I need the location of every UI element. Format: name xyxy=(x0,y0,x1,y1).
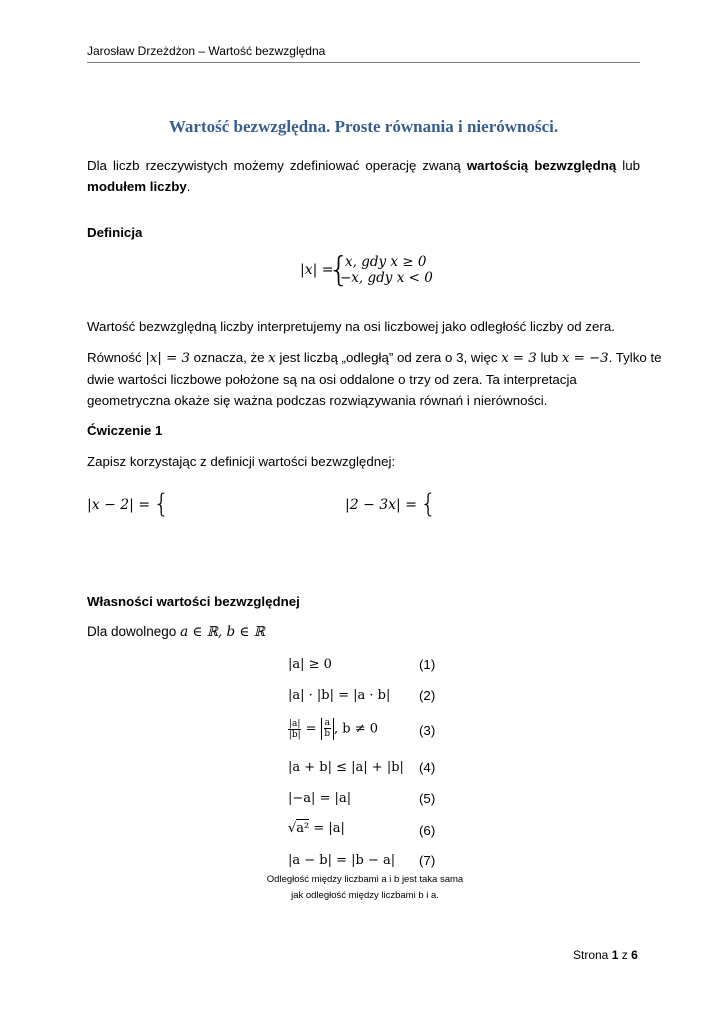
exercise-expression-1 xyxy=(87,489,170,519)
properties-quantifier xyxy=(87,624,265,640)
fraction-a-over-b xyxy=(324,718,331,739)
property-formula-1-text: |a| ≥ 0 xyxy=(288,657,332,672)
example-paragraph xyxy=(87,347,662,411)
fraction-2-denominator: b xyxy=(324,729,331,739)
example-text-1: Równość xyxy=(87,350,146,365)
property-number-5: (5) xyxy=(419,791,436,806)
intro-term-modulus: modułem liczby xyxy=(87,179,187,194)
property-formula-7 xyxy=(288,853,395,868)
exercise-brace-1: { xyxy=(153,489,170,519)
intro-term-absolute-value: wartością bezwzględną xyxy=(466,158,617,173)
property-formula-2-text: |a| · |b| = |a · b| xyxy=(288,688,391,703)
property-formula-3 xyxy=(288,718,378,740)
example-math-2: x xyxy=(268,351,276,366)
sqrt-radicand: a² xyxy=(296,821,310,836)
note-line-1: Odległość między liczbami a i b jest taka sama xyxy=(266,874,464,885)
exercise-expression-1-text: |x − 2| = xyxy=(87,497,151,513)
footer-total-pages: 6 xyxy=(631,948,638,962)
exercise-instruction: Zapisz korzystając z definicji wartości bezwzględnej: xyxy=(87,454,396,469)
property-7-note xyxy=(200,872,530,904)
fraction-abs-a-over-abs-b xyxy=(288,719,301,740)
example-math-4: x = −3 xyxy=(561,351,609,366)
property-formula-4-text: |a + b| ≤ |a| + |b| xyxy=(288,760,404,775)
sqrt-sign: √ xyxy=(288,821,297,836)
document-title: Wartość bezwzględna. Proste równania i nierówności. xyxy=(168,117,559,136)
definition-case-positive: x, gdy x ≥ 0 xyxy=(345,254,427,270)
header-divider xyxy=(87,62,640,63)
fraction-2-numerator: a xyxy=(324,718,330,728)
property-formula-1 xyxy=(288,657,332,672)
exercise-expression-2 xyxy=(345,489,437,519)
definition-case-negative: −x, gdy x < 0 xyxy=(340,270,433,286)
example-text-5: . Tylko te xyxy=(608,350,662,365)
exercise-brace-2: { xyxy=(419,489,437,519)
fraction-1-numerator: |a| xyxy=(289,718,301,729)
example-line-3: geometryczna okaże się ważna podczas rozwiązywania równań i nierówności. xyxy=(87,393,548,408)
intro-text-1: Dla liczb rzeczywistych możemy zdefiniować operację zwaną xyxy=(87,158,467,173)
footer-label: Strona xyxy=(573,948,612,962)
example-math-3: x = 3 xyxy=(501,351,537,366)
interpretation-paragraph: Wartość bezwzględną liczby interpretujemy na osi liczbowej jako odległość liczby od zera. xyxy=(87,319,615,334)
intro-paragraph xyxy=(87,155,640,197)
property-number-6: (6) xyxy=(419,823,436,838)
property-formula-4 xyxy=(288,760,404,775)
property-formula-5 xyxy=(288,791,351,806)
exercise-heading: Ćwiczenie 1 xyxy=(87,423,163,438)
intro-text-2: lub xyxy=(616,158,640,173)
intro-text-3: . xyxy=(186,179,191,194)
property-3-condition: , b ≠ 0 xyxy=(333,721,378,737)
note-line-2: jak odległość między liczbami b i a. xyxy=(291,890,439,901)
example-text-3: jest liczbą „odległą” od zera o 3, więc xyxy=(275,350,502,365)
example-math-1: |x| = 3 xyxy=(145,351,190,366)
properties-heading: Własności wartości bezwzględnej xyxy=(87,594,300,609)
exercise-expression-2-text: |2 − 3x| = xyxy=(345,497,417,513)
absolute-bars xyxy=(321,718,334,740)
property-6-rhs: = |a| xyxy=(309,821,345,836)
property-number-2: (2) xyxy=(419,688,436,703)
page-footer xyxy=(573,948,638,962)
properties-quantifier-math: a ∈ ℝ, b ∈ ℝ xyxy=(180,624,265,640)
property-number-4: (4) xyxy=(419,760,436,775)
example-line-1 xyxy=(87,347,662,369)
property-formula-2 xyxy=(288,688,390,703)
property-formula-6 xyxy=(288,821,345,836)
definition-lhs: |x| = xyxy=(300,262,334,278)
property-formula-5-text: |−a| = |a| xyxy=(288,791,352,806)
footer-separator: z xyxy=(618,948,632,962)
property-3-equals: = xyxy=(301,721,321,737)
property-formula-7-text: |a − b| = |b − a| xyxy=(288,853,396,868)
example-text-2: oznacza, że xyxy=(189,350,269,365)
fraction-1-denominator: |b| xyxy=(288,729,301,740)
footer-page-number: 1 xyxy=(611,948,619,962)
definition-brace: { xyxy=(328,250,350,290)
properties-quantifier-text: Dla dowolnego xyxy=(87,624,181,639)
example-line-2: dwie wartości liczbowe położone są na osi oddalone o trzy od zera. Ta interpretacja xyxy=(87,372,577,387)
property-number-1: (1) xyxy=(419,657,436,672)
example-text-4: lub xyxy=(536,350,562,365)
page-header: Jarosław Drzeżdżon – Wartość bezwzględna xyxy=(87,44,326,58)
property-number-7: (7) xyxy=(419,853,436,868)
definition-heading: Definicja xyxy=(87,225,143,240)
property-number-3: (3) xyxy=(419,723,436,738)
